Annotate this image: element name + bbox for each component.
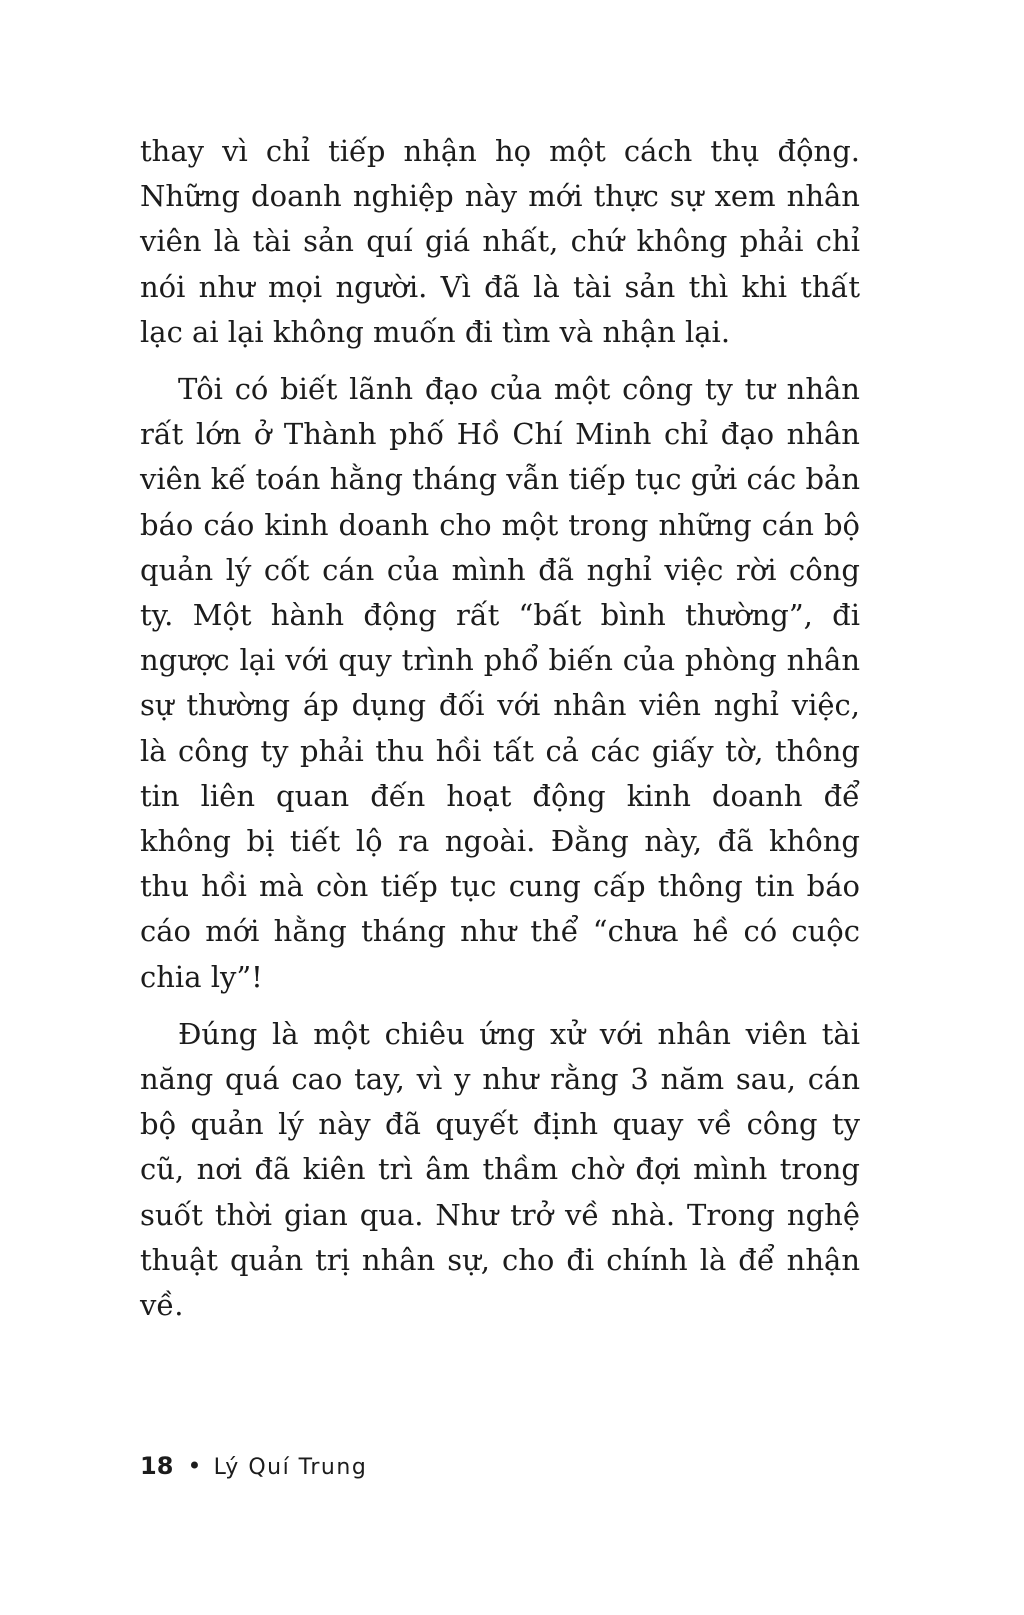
page-number: 18 <box>140 1452 174 1480</box>
author-name: Lý Quí Trung <box>213 1455 368 1480</box>
paragraph-3: Đúng là một chiêu ứng xử với nhân viên tài năng quá cao tay, vì y như rằng 3 năm sau, cán bộ quản lý này đã quyết định quay về công ty cũ, nơi đã kiên trì âm thầm chờ đợi mình trong suốt thời gian qua. Như trở về nhà. Trong nghệ thuật quản trị nhân sự, cho đi chính là để nhận về. <box>140 1016 860 1323</box>
paragraph-1: thay vì chỉ tiếp nhận họ một cách thụ động. Những doanh nghiệp này mới thực sự xem nhân viên là tài sản quí giá nhất, chứ không phải chỉ nói như mọi người. Vì đã là tài sản thì khi thất lạc ai lại không muốn đi tìm và nhận lại. <box>140 134 860 349</box>
body-text <box>140 129 860 1340</box>
paragraph-2: Tôi có biết lãnh đạo của một công ty tư nhân rất lớn ở Thành phố Hồ Chí Minh chỉ đạo nhân viên kế toán hằng tháng vẫn tiếp tục gửi các bản báo cáo kinh doanh cho một trong những cán bộ quản lý cốt cán của mình đã nghỉ việc rời công ty. Một hành động rất “bất bình thường”, đi ngược lại với quy trình phổ biến của phòng nhân sự thường áp dụng đối với nhân viên nghỉ việc, là công ty phải thu hồi tất cả các giấy tờ, thông tin liên quan đến hoạt động kinh doanh để không bị tiết lộ ra ngoài. Đằng này, đã không thu hồi mà còn tiếp tục cung cấp thông tin báo cáo mới hằng tháng như thể “chưa hề có cuộc chia ly”! <box>140 372 860 994</box>
footer-separator: • <box>187 1452 202 1480</box>
page-footer <box>140 1452 367 1480</box>
